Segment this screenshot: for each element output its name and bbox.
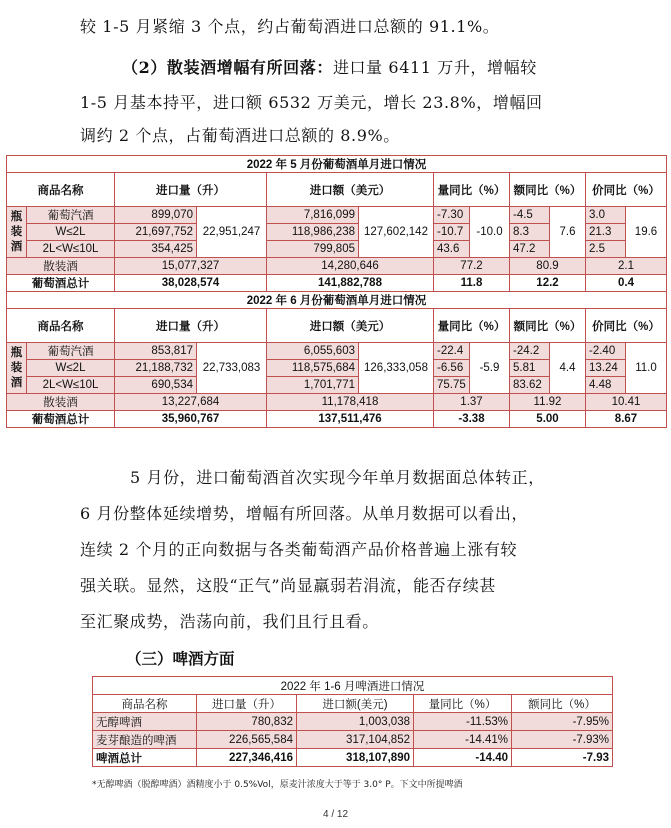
beer-qty-yoy: -11.53% (414, 713, 512, 731)
amt-yoy-cell: 47.2 (510, 241, 550, 258)
bulk-qty-yoy: 77.2 (434, 258, 510, 275)
product-name: 葡萄汽酒 (27, 207, 115, 224)
paragraph-analysis-4: 强关联。显然，这股“正气”尚显羸弱若涓流，能否存续甚 (80, 576, 496, 595)
bulk-amt: 14,280,646 (267, 258, 434, 275)
price-yoy-cell: 4.48 (586, 377, 626, 394)
wine-total-name: 葡萄酒总计 (7, 275, 115, 292)
paragraph-bulk-wine (80, 51, 600, 84)
price-yoy-cell: 3.0 (586, 207, 626, 224)
amt-yoy-cell: 5.81 (510, 360, 550, 377)
bottled-amt-yoy: 7.6 (550, 207, 586, 258)
qty-yoy-cell: -6.56 (434, 360, 470, 377)
beer-header-amt-yoy: 额同比（%） (512, 695, 613, 713)
product-name: W≤2L (27, 224, 115, 241)
qty-yoy-cell: -7.30 (434, 207, 470, 224)
qty-cell: 354,425 (115, 241, 197, 258)
price-yoy-cell: -2.40 (586, 343, 626, 360)
bulk-qty: 15,077,327 (115, 258, 267, 275)
beer-amt: 1,003,038 (297, 713, 414, 731)
qty-cell: 853,817 (115, 343, 197, 360)
bottled-qty-yoy: -10.0 (470, 207, 510, 258)
bulk-amt-yoy: 80.9 (510, 258, 586, 275)
bulk-amt-yoy: 11.92 (510, 394, 586, 411)
bottled-amt-total: 127,602,142 (359, 207, 434, 258)
beer-amt-yoy: -7.95% (512, 713, 613, 731)
paragraph-analysis-3: 连续 2 个月的正向数据与各类葡萄酒产品价格普遍上涨有较 (80, 540, 518, 559)
amt-yoy-cell: -24.2 (510, 343, 550, 360)
beer-total-amt-yoy: -7.93 (512, 749, 613, 767)
wine-total-name: 葡萄酒总计 (7, 411, 115, 428)
beer-header-qty: 进口量（升） (197, 695, 297, 713)
qty-cell: 690,534 (115, 377, 197, 394)
beer-total-amt: 318,107,890 (297, 749, 414, 767)
bulk-wine-name: 散装酒 (7, 258, 115, 275)
header-price-yoy: 价同比（%） (586, 309, 667, 343)
qty-cell: 21,188,732 (115, 360, 197, 377)
bottled-amt-yoy: 4.4 (550, 343, 586, 394)
qty-cell: 21,697,752 (115, 224, 197, 241)
wine-total-price-yoy: 8.67 (586, 411, 667, 428)
product-name: 2L<W≤10L (27, 241, 115, 258)
beer-table-title: 2022 年 1-6 月啤酒进口情况 (93, 677, 613, 695)
bottled-price-yoy: 19.6 (626, 207, 667, 258)
bottled-qty-total: 22,951,247 (197, 207, 267, 258)
section-beer-heading: （三）啤酒方面 (126, 649, 235, 668)
qty-yoy-cell: -22.4 (434, 343, 470, 360)
beer-total-qty-yoy: -14.40 (414, 749, 512, 767)
beer-total-qty: 227,346,416 (197, 749, 297, 767)
may-table-title: 2022 年 5 月份葡萄酒单月进口情况 (7, 156, 667, 173)
bulk-qty: 13,227,684 (115, 394, 267, 411)
header-product: 商品名称 (7, 309, 115, 343)
amt-cell: 118,986,238 (267, 224, 359, 241)
bulk-price-yoy: 10.41 (586, 394, 667, 411)
wine-total-price-yoy: 0.4 (586, 275, 667, 292)
bottled-wine-label: 瓶 装 酒 (7, 207, 27, 258)
wine-total-amt: 137,511,476 (267, 411, 434, 428)
price-yoy-cell: 2.5 (586, 241, 626, 258)
beer-qty: 226,565,584 (197, 731, 297, 749)
paragraph-analysis-2: 6 月份整体延续增势，增幅有所回落。从单月数据可以看出， (80, 504, 529, 523)
bottled-wine-label: 瓶 装 酒 (7, 343, 27, 394)
beer-qty-yoy: -14.41% (414, 731, 512, 749)
beer-header-qty-yoy: 量同比（%） (414, 695, 512, 713)
bottled-amt-total: 126,333,058 (359, 343, 434, 394)
qty-yoy-cell: 43.6 (434, 241, 470, 258)
amt-yoy-cell: 83.62 (510, 377, 550, 394)
paragraph-analysis-5: 至汇聚成势，浩荡向前，我们且行且看。 (80, 612, 379, 631)
header-product: 商品名称 (7, 173, 115, 207)
qty-yoy-cell: 75.75 (434, 377, 470, 394)
june-table-title: 2022 年 6 月份葡萄酒单月进口情况 (7, 292, 667, 309)
amt-cell: 6,055,603 (267, 343, 359, 360)
paragraph-bulk-wine-line2: 1-5 月基本持平，进口额 6532 万美元，增长 23.8%，增幅回 (80, 93, 543, 112)
wine-total-amt-yoy: 5.00 (510, 411, 586, 428)
bulk-qty-yoy: 1.37 (434, 394, 510, 411)
wine-total-qty: 35,960,767 (115, 411, 267, 428)
product-name: W≤2L (27, 360, 115, 377)
header-qty: 进口量（升） (115, 173, 267, 207)
bulk-price-yoy: 2.1 (586, 258, 667, 275)
product-name: 2L<W≤10L (27, 377, 115, 394)
beer-import-table (92, 676, 613, 767)
amt-cell: 799,805 (267, 241, 359, 258)
bulk-wine-heading: （2）散装酒增幅有所回落： (122, 58, 333, 77)
wine-monthly-import-table (6, 155, 667, 428)
paragraph-intro: 较 1-5 月紧缩 3 个点，约占葡萄酒进口总额的 91.1%。 (80, 17, 500, 36)
bottled-qty-total: 22,733,083 (197, 343, 267, 394)
beer-header-product: 商品名称 (93, 695, 197, 713)
bulk-wine-text: 进口量 6411 万升，增幅较 (332, 58, 537, 77)
header-amt: 进口额（美元） (267, 173, 434, 207)
paragraph-bulk-wine-line3: 调约 2 个点，占葡萄酒进口总额的 8.9%。 (80, 126, 400, 145)
amt-yoy-cell: -4.5 (510, 207, 550, 224)
beer-amt-yoy: -7.93% (512, 731, 613, 749)
header-amt-yoy: 额同比（%） (510, 309, 586, 343)
header-amt-yoy: 额同比（%） (510, 173, 586, 207)
header-qty: 进口量（升） (115, 309, 267, 343)
header-amt: 进口额（美元） (267, 309, 434, 343)
beer-product-name: 无醇啤酒 (93, 713, 197, 731)
qty-cell: 899,070 (115, 207, 197, 224)
amt-cell: 7,816,099 (267, 207, 359, 224)
price-yoy-cell: 13.24 (586, 360, 626, 377)
beer-qty: 780,832 (197, 713, 297, 731)
beer-header-amt: 进口额(美元) (297, 695, 414, 713)
price-yoy-cell: 21.3 (586, 224, 626, 241)
wine-total-qty: 38,028,574 (115, 275, 267, 292)
beer-product-name: 麦芽酿造的啤酒 (93, 731, 197, 749)
product-name: 葡萄汽酒 (27, 343, 115, 360)
paragraph-analysis-1: 5 月份，进口葡萄酒首次实现今年单月数据面总体转正， (130, 468, 545, 487)
header-price-yoy: 价同比（%） (586, 173, 667, 207)
wine-total-amt: 141,882,788 (267, 275, 434, 292)
beer-total-name: 啤酒总计 (93, 749, 197, 767)
bulk-wine-name: 散装酒 (7, 394, 115, 411)
page-number: 4 / 12 (322, 809, 349, 820)
wine-total-amt-yoy: 12.2 (510, 275, 586, 292)
bulk-amt: 11,178,418 (267, 394, 434, 411)
bottled-qty-yoy: -5.9 (470, 343, 510, 394)
amt-cell: 118,575,684 (267, 360, 359, 377)
qty-yoy-cell: -10.7 (434, 224, 470, 241)
header-qty-yoy: 量同比（%） (434, 309, 510, 343)
wine-total-qty-yoy: -3.38 (434, 411, 510, 428)
wine-total-qty-yoy: 11.8 (434, 275, 510, 292)
amt-cell: 1,701,771 (267, 377, 359, 394)
footnote: *无醇啤酒（脱醇啤酒）酒精度小于 0.5%Vol，原麦汁浓度大于等于 3.0° P。下文中所提啤酒 (92, 780, 463, 790)
beer-amt: 317,104,852 (297, 731, 414, 749)
bottled-price-yoy: 11.0 (626, 343, 667, 394)
header-qty-yoy: 量同比（%） (434, 173, 510, 207)
amt-yoy-cell: 8.3 (510, 224, 550, 241)
